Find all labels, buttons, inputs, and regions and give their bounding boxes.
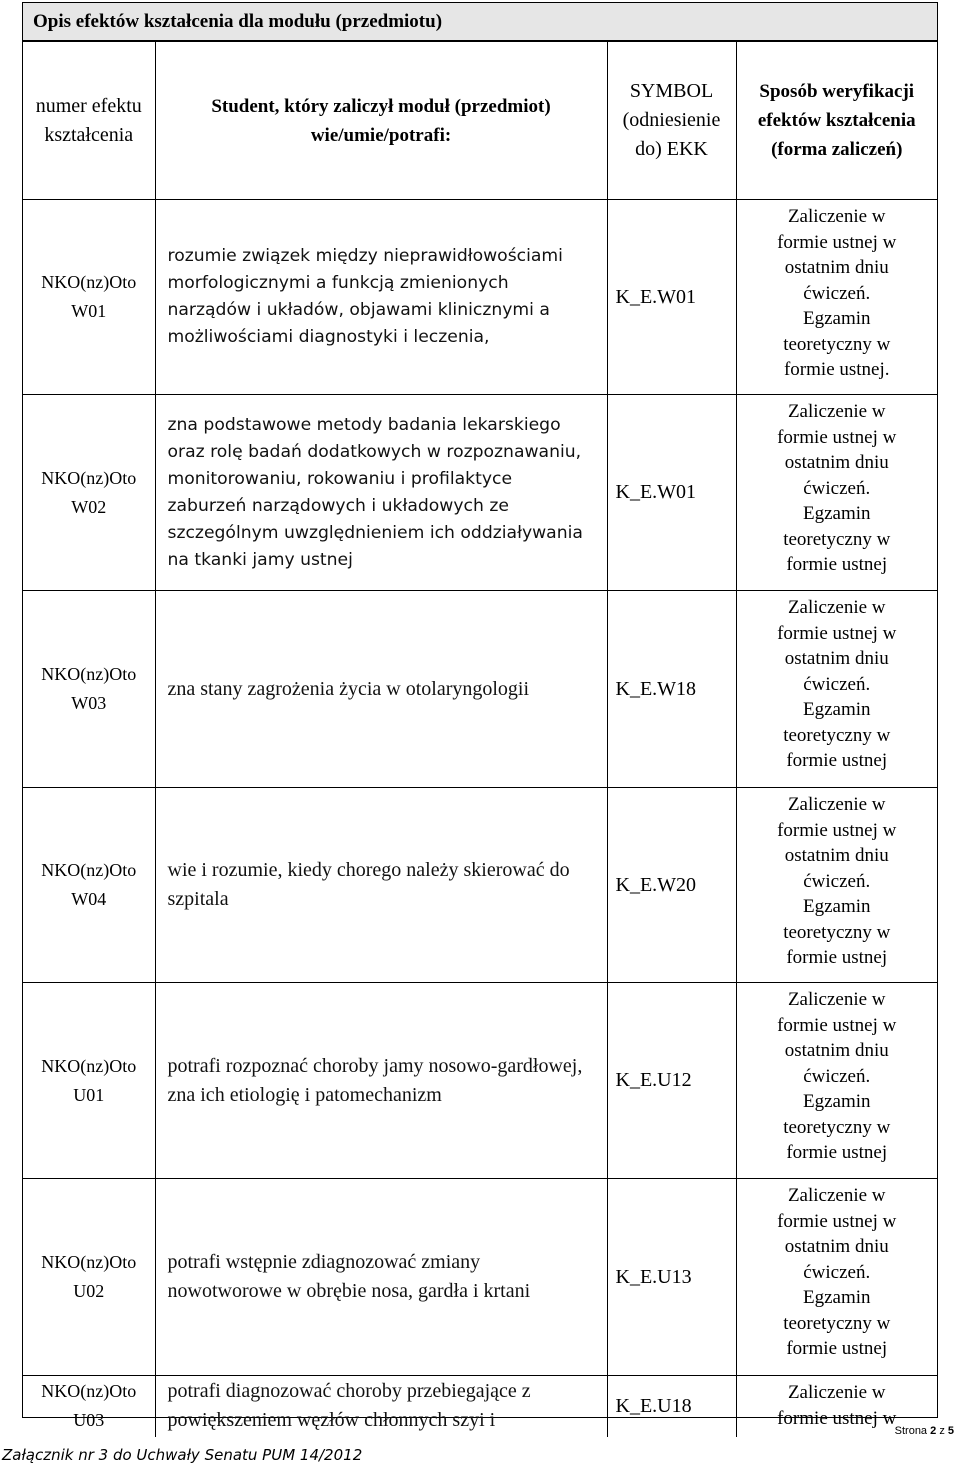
footer-attachment-note: Załącznik nr 3 do Uchwały Senatu PUM 14/2012	[2, 1446, 363, 1464]
learning-outcomes-table	[23, 41, 937, 1437]
outcome-verification: Zaliczenie w formie ustnej w ostatnim dniu ćwiczeń. Egzamin teoretyczny w formie ustnej	[736, 395, 937, 591]
table-row	[23, 395, 937, 591]
table-row	[23, 1376, 937, 1437]
outcome-symbol: K_E.W20	[607, 788, 736, 983]
outcome-verification: Zaliczenie w formie ustnej w ostatnim dniu ćwiczeń. Egzamin teoretyczny w formie ustnej	[736, 788, 937, 983]
table-row	[23, 591, 937, 788]
table-row	[23, 788, 937, 983]
outcome-symbol: K_E.U18	[607, 1376, 736, 1437]
outcome-number: NKO(nz)Oto W02	[23, 395, 155, 591]
header-description: Student, który zaliczył moduł (przedmiot) wie/umie/potrafi:	[155, 42, 607, 200]
outcome-verification: Zaliczenie w formie ustnej w	[736, 1376, 937, 1437]
header-verification: Sposób weryfikacji efektów kształcenia (forma zaliczeń)	[736, 42, 937, 200]
outcome-number: NKO(nz)Oto W01	[23, 200, 155, 395]
outcome-description: rozumie związek między nieprawidłowościami morfologicznymi a funkcją zmienionych narządów i układów, objawami klinicznymi a możliwościami diagnostyki i leczenia,	[155, 200, 607, 395]
outcome-verification: Zaliczenie w formie ustnej w ostatnim dniu ćwiczeń. Egzamin teoretyczny w formie ustnej	[736, 591, 937, 788]
outcome-verification: Zaliczenie w formie ustnej w ostatnim dniu ćwiczeń. Egzamin teoretyczny w formie ustnej	[736, 1179, 937, 1376]
section-title: Opis efektów kształcenia dla modułu (przedmiotu)	[23, 3, 937, 41]
outcome-verification: Zaliczenie w formie ustnej w ostatnim dniu ćwiczeń. Egzamin teoretyczny w formie ustnej	[736, 983, 937, 1179]
outcome-verification: Zaliczenie w formie ustnej w ostatnim dniu ćwiczeń. Egzamin teoretyczny w formie ustnej.	[736, 200, 937, 395]
outcome-description: wie i rozumie, kiedy chorego należy skierować do szpitala	[155, 788, 607, 983]
learning-outcomes-frame	[22, 2, 938, 1432]
header-number: numer efektu kształcenia	[23, 42, 155, 200]
outcome-description: potrafi diagnozować choroby przebiegające z powiększeniem węzłów chłonnych szyi i	[155, 1376, 607, 1437]
table-row	[23, 983, 937, 1179]
table-row	[23, 1179, 937, 1376]
outcome-symbol: K_E.W01	[607, 395, 736, 591]
outcome-description: potrafi wstępnie zdiagnozować zmiany nowotworowe w obrębie nosa, gardła i krtani	[155, 1179, 607, 1376]
table-row	[23, 200, 937, 395]
outcome-number: NKO(nz)Oto U02	[23, 1179, 155, 1376]
outcome-description: zna stany zagrożenia życia w otolaryngologii	[155, 591, 607, 788]
outcome-number: NKO(nz)Oto W03	[23, 591, 155, 788]
outcome-description: potrafi rozpoznać choroby jamy nosowo-gardłowej, zna ich etiologię i patomechanizm	[155, 983, 607, 1179]
outcome-number: NKO(nz)Oto U03	[23, 1376, 155, 1437]
table-header-row	[23, 42, 937, 200]
outcome-number: NKO(nz)Oto W04	[23, 788, 155, 983]
outcome-description: zna podstawowe metody badania lekarskiego oraz rolę badań dodatkowych w rozpoznawaniu, monitorowaniu, rokowaniu i profilaktyce zaburzeń narządowych i układowych ze szczególnym uwzględnieniem ich oddziaływania na tkanki jamy ustnej	[155, 395, 607, 591]
page-counter: Strona 2 z 5	[894, 1425, 954, 1437]
outcome-symbol: K_E.W18	[607, 591, 736, 788]
outcome-number: NKO(nz)Oto U01	[23, 983, 155, 1179]
outcome-symbol: K_E.U13	[607, 1179, 736, 1376]
outcome-symbol: K_E.W01	[607, 200, 736, 395]
outcome-symbol: K_E.U12	[607, 983, 736, 1179]
header-symbol: SYMBOL (odniesienie do) EKK	[607, 42, 736, 200]
